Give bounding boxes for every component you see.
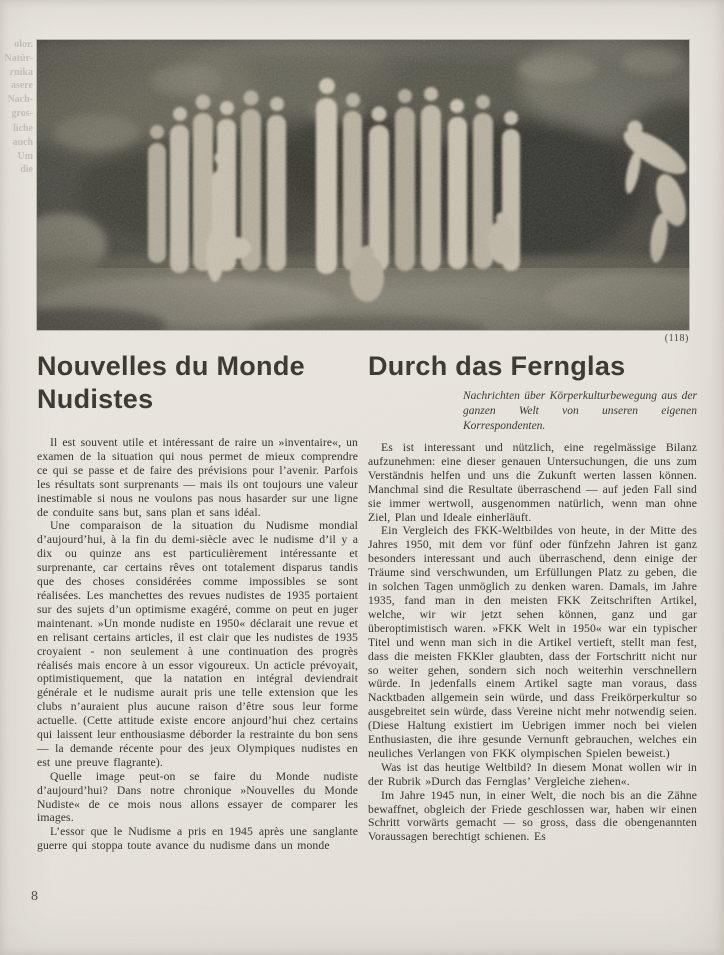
article-subtitle: Nachrichten über Körperkulturbewegung aus der ganzen Welt von unseren eigenen Korrespondenten.: [463, 390, 697, 432]
margin-showthrough-lower: [0, 122, 33, 177]
showthrough-fragment: Natür-: [4, 52, 33, 64]
article-paragraph: Une comparaison de la situation du Nudisme mondial d’aujourd’hui, à la fin du demi-siècle avec le nudisme d’il y a dix ou quinze ans est particulièrement intéressante et surprenante, car certains rêves ont totalement disparus tandis que des choses considérées comme impossibles se sont réalisées. Les manchettes des revues nudistes de 1935 portaient sur des sujets d’un optimisme exagéré, comme on peut en juger maintenant. »Un monde nudiste en 1950« déclarait une revue et en relisant certains articles, il est clair que les nudistes de 1935 croyaient - non seulement à une continuation des progrès réalisés mais encore à un essor vigoureux. Un acticle prévoyait, optimistiquement, que la natation en intégral deviendrait générale et le nudisme aurait pris une telle extension que les clubs n’auraient plus aucune raison d’être sous leur forme actuelle. (Cette attitude existe encore anjourd’hui chez certains qui laissent leur enthousiasme déborder la restrainte du bon sens — la demande récente pour des jeux Olympiques nudistes en est une preuve flagrante).: [37, 519, 358, 769]
article-paragraph: L’essor que le Nudisme a pris en 1945 après une sanglante guerre qui stoppa toute avance du nudisme dans un monde: [37, 825, 358, 853]
article-paragraph: Il est souvent utile et intéressant de raire un »inventaire«, un examen de la situation qui nous permet de mieux comprendre ce qui se passe et de faire des prévisions pour l’avenir. Parfois les résultats sont surprenants — mais ils ont toujours une valeur inestimable si nous ne voulons pas nous hasarder sur une ligne de conduite sans but, sans plan et sans idéal.: [37, 436, 358, 519]
article-paragraph: Ein Vergleich des FKK-Weltbildes von heute, in der Mitte des Jahres 1950, mit dem vor fünf oder fünfzehn Jahren ist ganz besonders interessant und auch überraschend, denn einige der Träume sind verschwunden, um Erfüllungen Platz zu geben, die in solchen Tagen unmöglich zu denken waren. Damals, im Jahre 1935, fand man in den meisten FKK Zeitschriften Artikel, welche, wir wir jetzt sehen können, ganz und gar überoptimistisch waren. »FKK Welt in 1950« war ein typischer Titel und wenn man sich in die Artikel vertieft, stellt man fest, dass die meisten FKKler glaubten, dass der Fortschritt nicht nur so weiter gehen, sondern sich noch weiterhin verschnellern würde. In jedenfalls einem Artikel sagte man voraus, dass Nacktbaden allgemein sein würde, und dass Freikörperkultur so ausgebreitet sein würde, dass Vereine nicht mehr notwendig seien. (Diese Haltung existiert im Uebrigen immer noch bei vielen Enthusiasten, die ihre gesunde Vernunft gebrauchen, welches ein neuliches Verlangen von FKK olympischen Spielen beweist.): [368, 524, 697, 760]
showthrough-fragment: gros-: [11, 107, 33, 119]
group-photo: [37, 40, 689, 330]
article-title-german: Durch das Fernglas: [368, 351, 626, 381]
margin-showthrough-upper: [0, 38, 33, 121]
article-paragraph: Im Jahre 1945 nun, in einer Welt, die noch bis an die Zähne bewaffnet, obgleich der Friede geschlossen war, haben wir einen Schritt vorwärts gemacht — so gross, dass die obengenannten Voraussagen berechtigt schienen. Es: [368, 788, 697, 844]
article-paragraph: Was ist das heutige Weltbild? In diesem Monat wollen wir in der Rubrik »Durch das Fernglas’ Vergleiche ziehen«.: [368, 760, 697, 788]
title-line: Nudistes: [37, 384, 154, 414]
showthrough-fragment: rnika: [9, 66, 33, 78]
group-photo-image: [37, 40, 689, 330]
showthrough-fragment: auch: [12, 136, 33, 148]
photo-caption: (118): [664, 333, 689, 344]
article-title-french: [37, 350, 358, 416]
showthrough-fragment: asere: [10, 80, 33, 92]
showthrough-fragment: die: [20, 164, 33, 176]
article-paragraph: Quelle image peut-on se faire du Monde nudiste d’aujourd’hui? Dans notre chronique »Nouvelles du Monde Nudiste« de ce mois nous allons essayer de comparer les images.: [37, 769, 358, 825]
showthrough-fragment: Um: [17, 150, 33, 162]
article-column-german: [368, 350, 697, 844]
article-paragraph: Es ist interessant und nützlich, eine regelmässige Bilanz aufzunehmen: eine dieser genauen Untersuchungen, die uns zum Verständnis helfen und uns die Zukunft werten lassen können. Manchmal sind die Resultate überraschend — auf jeden Fall sind sie immer wertwoll, ausgenommen natürlich, wenn man ohne Ziel, Plan und Ideale einherläuft.: [368, 441, 697, 524]
article-column-french: [37, 350, 358, 853]
showthrough-fragment: Nach-: [7, 94, 33, 106]
showthrough-fragment: liche: [13, 123, 33, 134]
page-number: 8: [31, 889, 38, 904]
showthrough-fragment: olor.: [14, 39, 33, 50]
title-line: Nouvelles du Monde: [37, 351, 305, 381]
